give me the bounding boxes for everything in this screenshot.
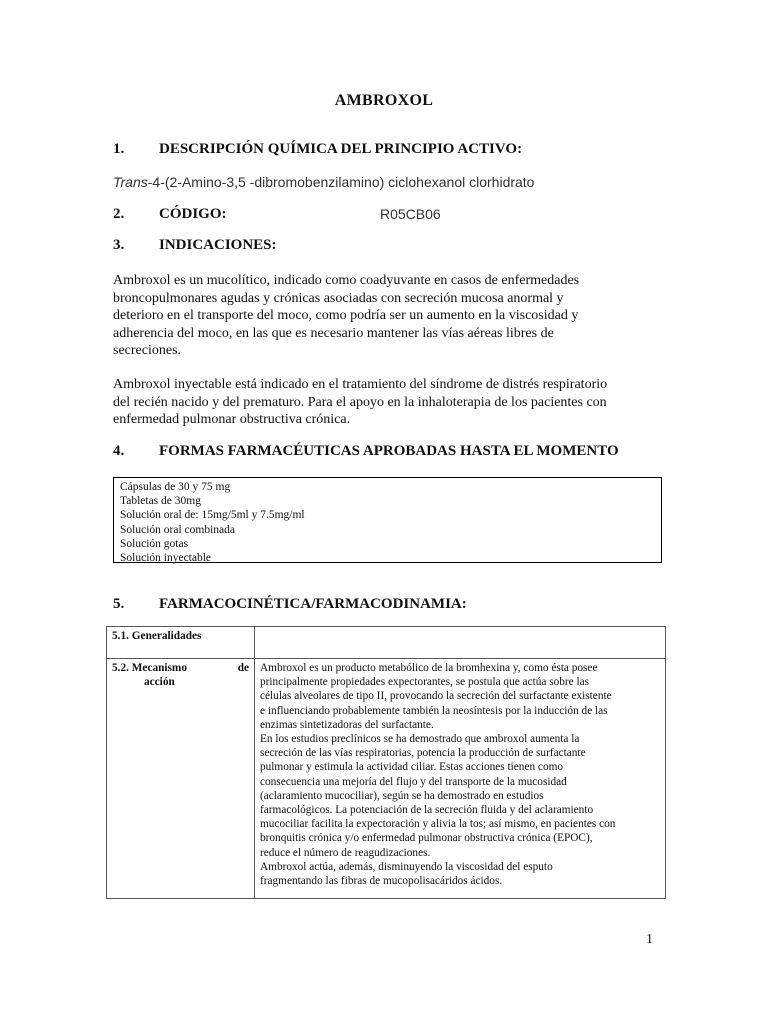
section-1-number: 1. [113,141,125,157]
label-text: 5.2. Mecanismo [112,662,187,674]
list-item: Cápsulas de 30 y 75 mg [120,481,231,493]
dosage-forms-box [113,477,662,563]
table-cell-label [107,659,255,899]
text-line: broncopulmonares agudas y crónicas asociadas con secreción mucosa anormal y [113,290,564,306]
section-4-heading: FORMAS FARMACÉUTICAS APROBADAS HASTA EL MOMENTO [159,443,619,459]
pharmacology-table [106,626,666,899]
section-4-number: 4. [113,443,125,459]
chemical-description [113,174,534,190]
text-line: mucociliar facilita la expectoración y alivia la tos; así mismo, en pacientes con [260,818,616,831]
table-cell-content [255,659,666,899]
text-line: del recién nacido y del prematuro. Para el apoyo en la inhaloterapia de los pacientes con [113,394,607,410]
text-line: secreciones. [113,343,182,358]
text-line: células alveolares de tipo II, provocando la secreción del surfactante existente [260,690,612,703]
table-row [107,627,666,659]
text-line: consecuencia una mejoría del flujo y del transporte de la mucosidad [260,775,567,788]
indications-paragraph-2 [113,376,648,429]
label-text: acción [144,676,175,689]
section-3-heading: INDICACIONES: [159,237,277,253]
list-item: Solución inyectable [120,552,212,565]
text-line: Ambroxol es un producto metabólico de la bromhexina y, como ésta posee [260,662,598,674]
text-line: deterioro en el transporte del moco, como podría ser un aumento en la viscosidad y [113,308,579,323]
text-line: bronquitis crónica y/o enfermedad pulmonar obstructiva crónica (EPOC), [260,832,593,845]
text-line: fragmentando las fibras de mucopolisacáridos ácidos. [260,875,503,888]
document-title: AMBROXOL [334,92,434,109]
section-5-number: 5. [113,596,125,612]
chemical-name: -4-(2-Amino-3,5 -dibromobenzilamino) ciclohexanol clorhidrato [147,174,535,190]
text-line: En los estudios preclínicos se ha demostrado que ambroxol aumenta la [260,733,580,746]
label-text: de [237,662,249,674]
text-line: reduce el número de reagudizaciones. [260,846,431,859]
section-2-heading: CÓDIGO: [159,206,227,222]
text-line: secreción de las vías respiratorias, potencia la producción de surfactante [260,747,586,760]
text-line: Ambroxol es un mucolítico, indicado como coadyuvante en casos de enfermedades [113,273,580,288]
atc-code: R05CB06 [380,206,441,222]
text-line: (aclaramiento mucociliar), según se ha demostrado en estudios [260,789,544,802]
list-item: Solución oral combinada [120,523,235,536]
table-cell-label: 5.1. Generalidades [107,627,255,659]
text-line: pulmonar y estimula la actividad ciliar. Estas acciones tienen como [260,761,564,774]
text-line: enzimas sintetizadoras del surfactante. [260,718,434,731]
list-item: Solución oral de: 15mg/5ml y 7.5mg/ml [120,509,305,522]
table-cell-content [255,627,666,659]
text-line: enfermedad pulmonar obstructiva crónica. [113,412,351,427]
chemical-prefix: Trans [113,174,148,190]
text-line: farmacológicos. La potenciación de la secreción fluida y del aclaramiento [260,804,594,817]
section-3-number: 3. [113,237,125,253]
section-2-number: 2. [113,206,125,222]
list-item: Tabletas de 30mg [120,495,201,508]
text-line: e influenciando probablemente también la neosíntesis por la inducción de las [260,704,608,717]
section-1-heading: DESCRIPCIÓN QUÍMICA DEL PRINCIPIO ACTIVO: [159,141,523,157]
page-number: 1 [646,932,653,947]
text-line: Ambroxol actúa, además, disminuyendo la viscosidad del esputo [260,860,553,873]
text-line: Ambroxol inyectable está indicado en el tratamiento del síndrome de distrés respiratorio [113,377,608,392]
indications-paragraph-1 [113,272,648,360]
text-line: principalmente propiedades expectorantes, se postula que actúa sobre las [260,676,590,689]
text-line: adherencia del moco, en las que es necesario mantener las vías aéreas libres de [113,325,554,341]
table-row [107,659,666,899]
list-item: Solución gotas [120,537,189,550]
mechanism-label [112,661,249,675]
section-5-heading: FARMACOCINÉTICA/FARMACODINAMIA: [159,596,467,612]
